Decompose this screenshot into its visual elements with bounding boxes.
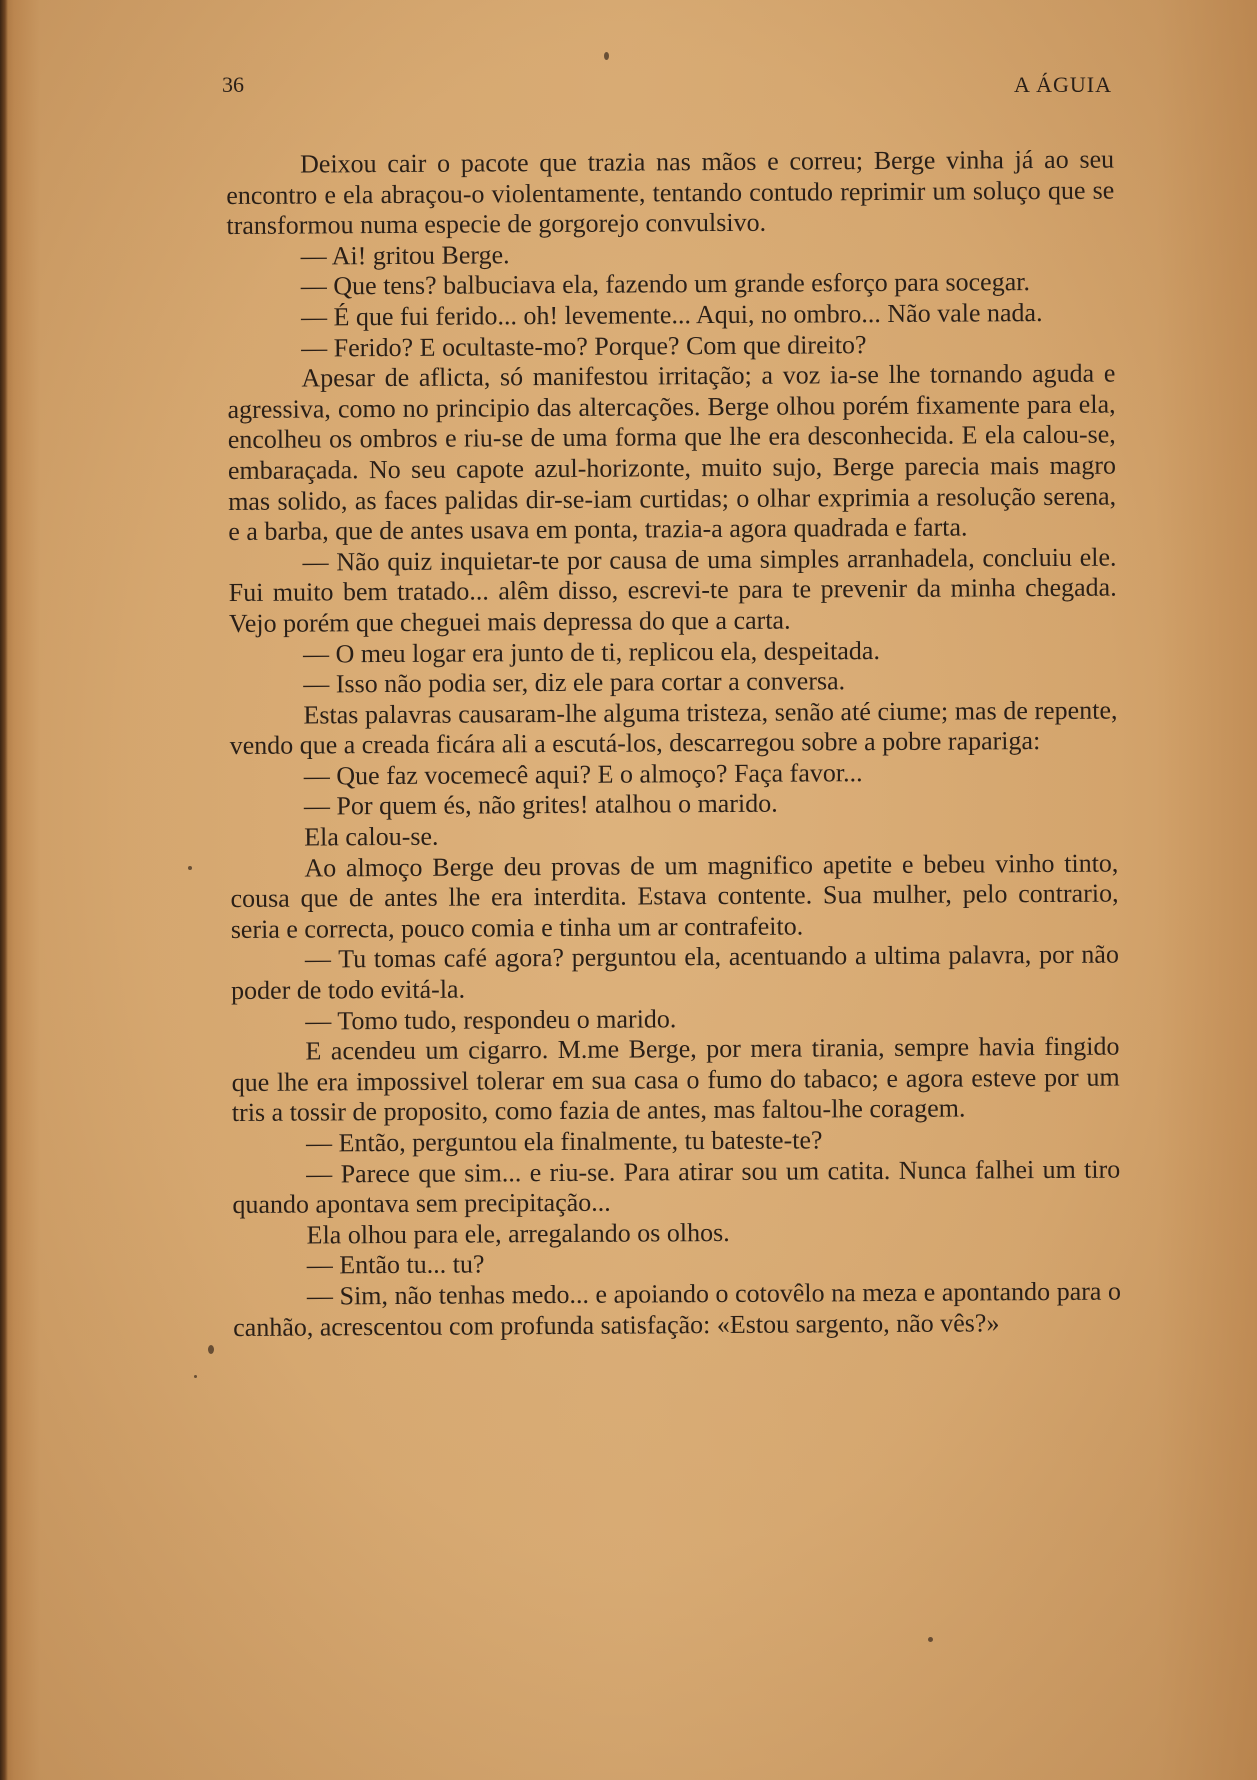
paragraph: Deixou cair o pacote que trazia nas mãos e correu; Berge vinha já ao seu encontro e ela abraçou-o violentamente, tentando contudo reprimir um soluço que se transformou numa especie de gorgorejo convulsivo. — [226, 144, 1115, 241]
paragraph: — Que faz vocemecê aqui? E o almoço? Faça favor... — [303, 757, 863, 791]
ink-speck — [194, 1375, 197, 1378]
paragraph: Apesar de aflicta, só manifestou irritação; a voz ia-se lhe tornando aguda e agressiva, como no principio das altercações. Berge olhou porém fixamente para ela, encolheu os ombros e riu-se de uma forma que lhe era desconhecida. E ela calou-se, embaraçada. No seu capote azul-horizonte, muito sujo, Berge parecia mais magro mas solido, as faces palidas dir-se-iam curtidas; o olhar exprimia a resolução serena, e a barba, que de antes usava em ponta, trazia-a agora quadrada e farta. — [227, 358, 1117, 547]
paragraph: — O meu logar era junto de ti, replicou ela, despeitada. — [302, 635, 881, 669]
ink-speck — [188, 866, 192, 870]
paragraph: — Não quiz inquietar-te por causa de uma simples arranhadela, concluiu ele. Fui muito bem tratado... alêm disso, escrevi-te para te prevenir da minha chegada. Vejo porém que cheguei mais depressa do que a carta. — [228, 542, 1117, 638]
ink-speck — [604, 52, 609, 60]
paragraph: — Que tens? balbuciava ela, fazendo um grande esforço para socegar. — [300, 267, 1031, 301]
paragraph: E acendeu um cigarro. M.me Berge, por mera tirania, sempre havia fingido que lhe era impossivel tolerar em sua casa o fumo do tabaco; e agora esteve por um tris a tossir de proposito, como fazia de antes, mas faltou-lhe coragem. — [231, 1031, 1120, 1128]
paragraph: Ela calou-se. — [304, 821, 439, 852]
paragraph: — Por quem és, não grites! atalhou o marido. — [303, 789, 778, 822]
paragraph: — Sim, não tenhas medo... e apoiando o cotovêlo na meza e apontando para o canhão, acrescentou com profunda satisfação: «Estou sargento, não vês?» — [233, 1276, 1122, 1342]
paragraph: Ela olhou para ele, arregalando os olhos. — [306, 1217, 730, 1250]
paragraph: — Então tu... tu? — [306, 1249, 485, 1280]
ink-speck — [208, 1345, 214, 1354]
paragraph: — É que fui ferido... oh! levemente... Aqui, no ombro... Não vale nada. — [300, 297, 1043, 332]
paragraph: — Tu tomas café agora? perguntou ela, acentuando a ultima palavra, por não poder de todo evitá-la. — [231, 939, 1120, 1006]
body-text — [226, 145, 1121, 1344]
paragraph: — Ai! gritou Berge. — [300, 240, 510, 271]
paragraph: — Então, perguntou ela finalmente, tu bateste-te? — [305, 1125, 823, 1158]
paragraph: — Parece que sim... e riu-se. Para atirar sou um catita. Nunca falhei um tiro quando apontava sem precipitação... — [232, 1154, 1121, 1220]
paragraph: Ao almoço Berge deu provas de um magnifico apetite e bebeu vinho tinto, cousa que de antes lhe era interdita. Estava contente. Sua mulher, pelo contrario, seria e correcta, pouco comia e tinha um ar contrafeito. — [230, 848, 1119, 944]
paragraph: — Ferido? E ocultaste-mo? Porque? Com que direito? — [301, 329, 867, 363]
running-title: A ÁGUIA — [1013, 72, 1112, 97]
paragraph: — Tomo tudo, respondeu o marido. — [305, 1003, 677, 1036]
ink-speck — [928, 1637, 933, 1642]
page-number: 36 — [222, 72, 244, 97]
paragraph: — Isso não podia ser, diz ele para cortar a conversa. — [303, 666, 846, 699]
binding-edge — [0, 0, 8, 1780]
paragraph: Estas palavras causaram-lhe alguma tristeza, senão até ciume; mas de repente, vendo que a creada ficára ali a escutá-los, descarregou sobre a pobre rapariga: — [229, 695, 1118, 761]
page-header — [222, 72, 1112, 102]
